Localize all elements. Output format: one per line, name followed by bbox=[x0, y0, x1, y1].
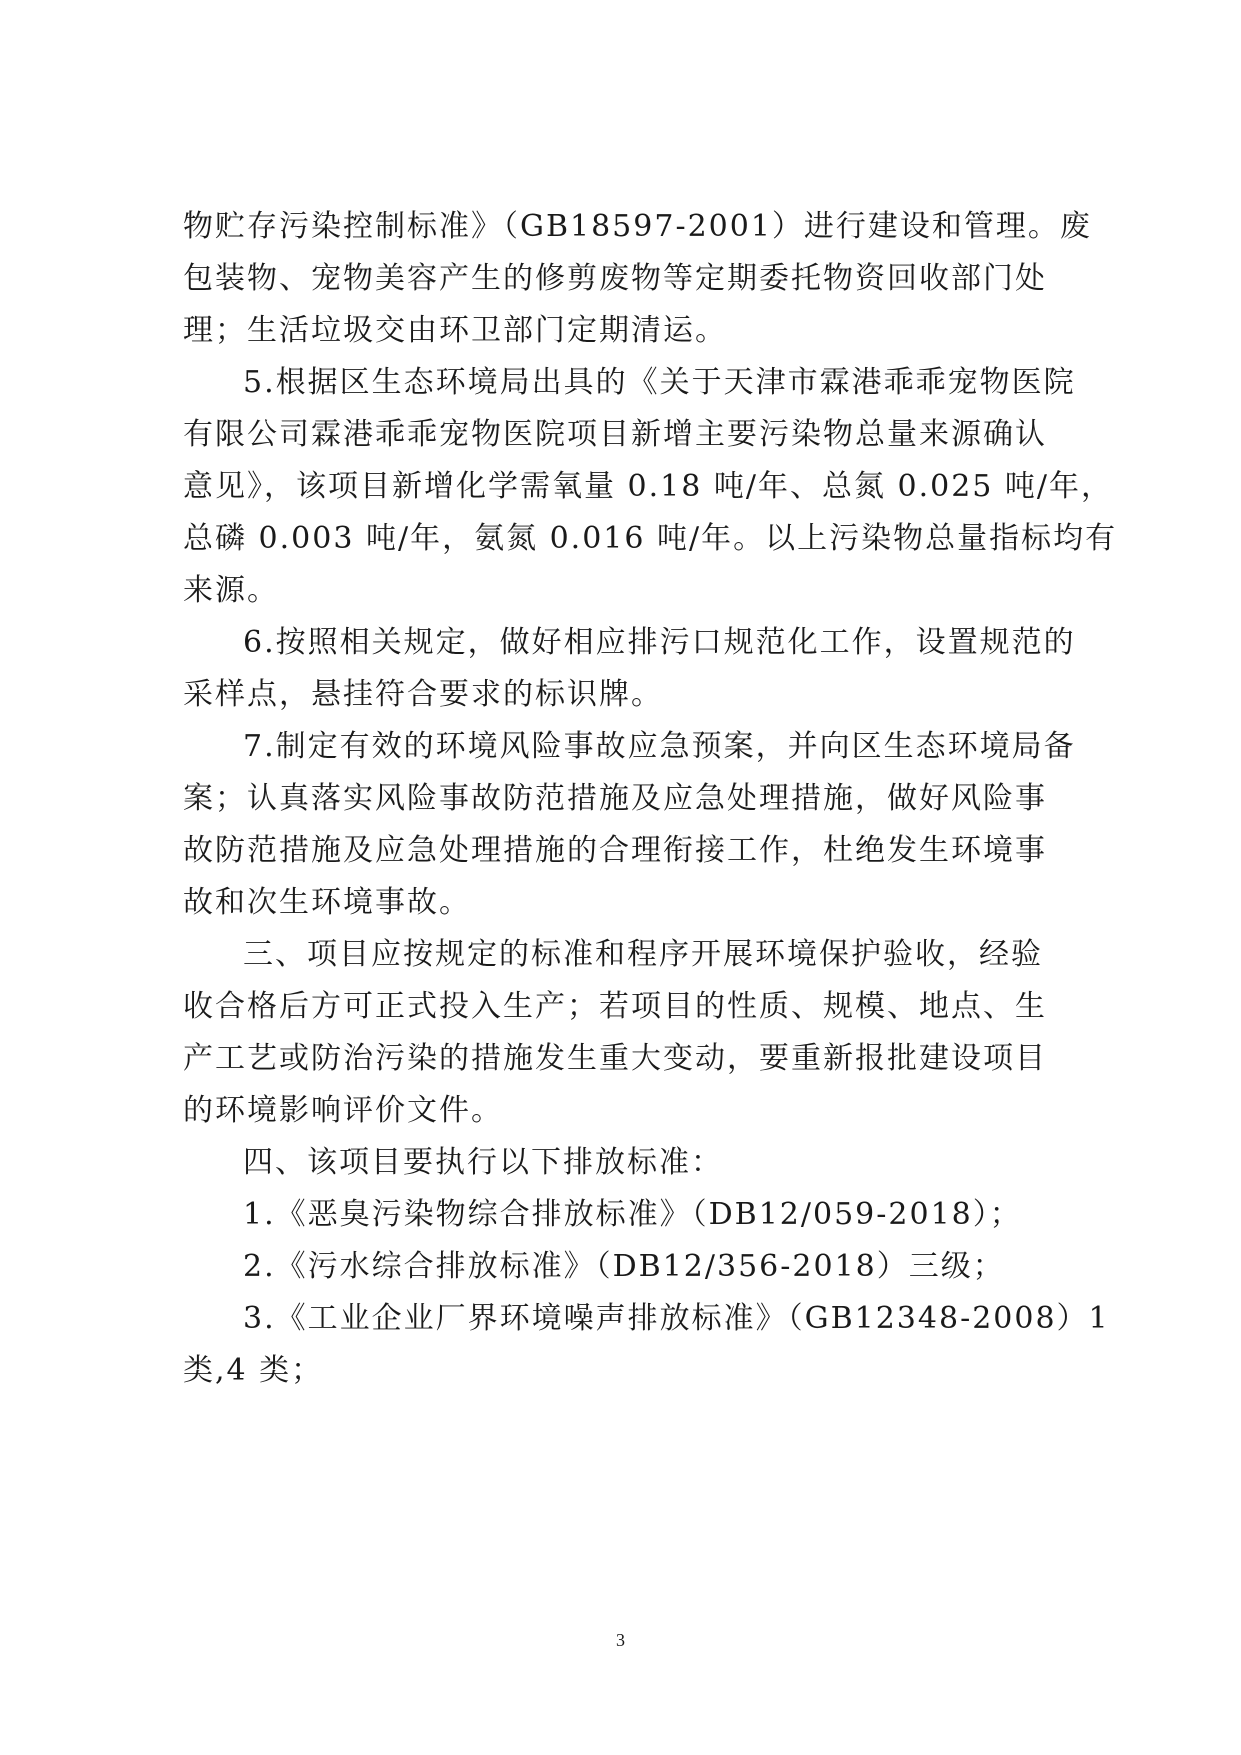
text-line: 意见》，该项目新增化学需氧量 0.18 吨/年、总氮 0.025 吨/年， bbox=[183, 469, 1114, 504]
text-line: 案；认真落实风险事故防范措施及应急处理措施，做好风险事 bbox=[183, 781, 1047, 816]
text-line: 收合格后方可正式投入生产；若项目的性质、规模、地点、生 bbox=[183, 989, 1047, 1024]
paragraph-7-start: 7.制定有效的环境风险事故应急预案，并向区生态环境局备 bbox=[243, 729, 1076, 764]
text-line: 来源。 bbox=[183, 573, 279, 608]
text-line: 包装物、宠物美容产生的修剪废物等定期委托物资回收部门处 bbox=[183, 261, 1047, 296]
text-line: 采样点，悬挂符合要求的标识牌。 bbox=[183, 677, 663, 712]
section-3-start: 三、项目应按规定的标准和程序开展环境保护验收，经验 bbox=[243, 937, 1043, 972]
standard-item-1: 1.《恶臭污染物综合排放标准》（DB12/059-2018）； bbox=[243, 1197, 1022, 1232]
text-line: 总磷 0.003 吨/年，氨氮 0.016 吨/年。以上污染物总量指标均有 bbox=[183, 521, 1118, 556]
text-line: 有限公司霖港乖乖宠物医院项目新增主要污染物总量来源确认 bbox=[183, 417, 1047, 452]
text-line: 理；生活垃圾交由环卫部门定期清运。 bbox=[183, 313, 727, 348]
text-line: 故和次生环境事故。 bbox=[183, 885, 471, 920]
standard-item-3: 3.《工业企业厂界环境噪声排放标准》（GB12348-2008）1 bbox=[243, 1301, 1110, 1336]
text-line: 产工艺或防治污染的措施发生重大变动，要重新报批建设项目 bbox=[183, 1041, 1047, 1076]
paragraph-6-start: 6.按照相关规定，做好相应排污口规范化工作，设置规范的 bbox=[243, 625, 1076, 660]
section-4-heading: 四、该项目要执行以下排放标准： bbox=[243, 1145, 723, 1180]
text-line: 故防范措施及应急处理措施的合理衔接工作，杜绝发生环境事 bbox=[183, 833, 1047, 868]
standard-item-2: 2.《污水综合排放标准》（DB12/356-2018）三级； bbox=[243, 1249, 1005, 1284]
text-line: 的环境影响评价文件。 bbox=[183, 1093, 503, 1128]
text-line: 类,4 类； bbox=[183, 1353, 324, 1388]
text-line: 物贮存污染控制标准》（GB18597-2001）进行建设和管理。废 bbox=[183, 209, 1092, 244]
page-number: 3 bbox=[616, 1630, 625, 1650]
paragraph-5-start: 5.根据区生态环境局出具的《关于天津市霖港乖乖宠物医院 bbox=[243, 365, 1076, 400]
